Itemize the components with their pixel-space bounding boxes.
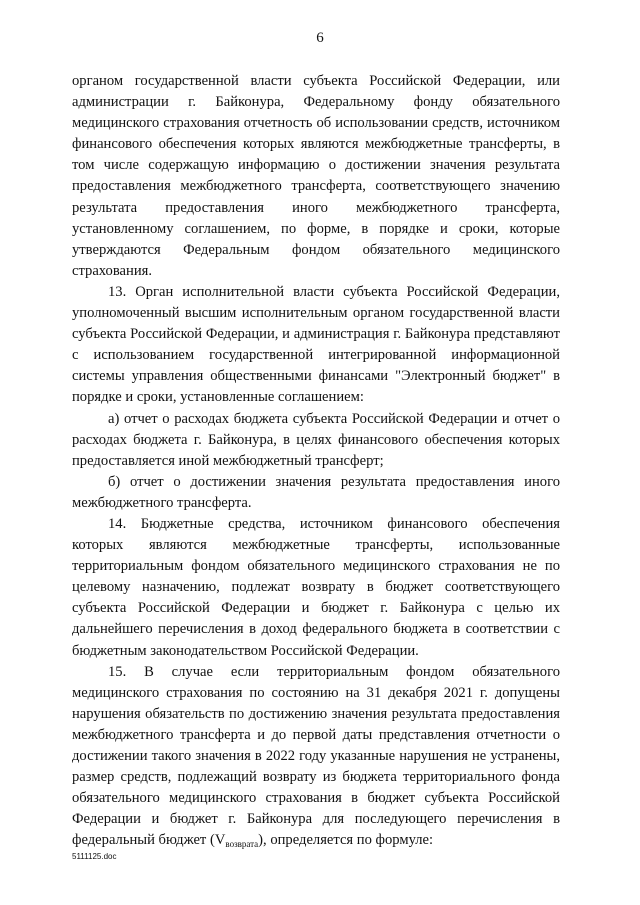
paragraph-15-text: 15. В случае если территориальным фондом обязательного медицинского страхования по состоянию на 31 декабря 2021 г. допущены нарушения обязательств по достижению значения результата предоставления межбюджетного трансферта и до первой даты представления отчетности о достижении такого значения в 2022 году указанные нарушения не устранены, размер средств, подлежащий возврату из бюджета территориального фонда обязательного медицинского страхования в бюджет субъекта Российской Федерации и бюджет г. Байконура для последующего перечисления в федеральный бюджет (V <box>72 663 560 849</box>
v-return-subscript: возврата <box>225 839 259 850</box>
paragraph-continuation: органом государственной власти субъекта Российской Федерации, или администрации г. Байконура, Федеральному фонду обязательного медицинского страхования отчетность об использовании средств, источником финансового обеспечения которых являются межбюджетные трансферты, в том числе содержащую информацию о достижении значения результата предоставления межбюджетного трансферта, соответствующего значению результата предоставления иного межбюджетного трансферта, установленному соглашением, по форме, в порядке и сроки, которые утверждаются Федеральным фондом обязательного медицинского страхования. <box>72 73 560 279</box>
paragraph-15-tail: ), определяется по формуле: <box>258 832 434 849</box>
paragraph-13b: б) отчет о достижении значения результата предоставления иного межбюджетного трансферта. <box>72 473 560 511</box>
page-number: 6 <box>316 30 324 46</box>
document-body <box>72 71 560 855</box>
paragraph-15 <box>72 662 560 856</box>
paragraph-13a: а) отчет о расходах бюджета субъекта Российской Федерации и отчет о расходах бюджета г. Байконура, в целях финансового обеспечения которых предоставляется иной межбюджетный трансферт; <box>72 410 560 469</box>
document-file-code: 5111125.doc <box>72 852 117 861</box>
paragraph-14: 14. Бюджетные средства, источником финансового обеспечения которых являются межбюджетные трансферты, использованные территориальным фондом обязательного медицинского страхования не по целевому назначению, подлежат возврату в бюджет соответствующего субъекта Российской Федерации и бюджет г. Байконура с целью их дальнейшего перечисления в доход федерального бюджета в соответствии с бюджетным законодательством Российской Федерации. <box>72 515 560 659</box>
paragraph-13: 13. Орган исполнительной власти субъекта Российской Федерации, уполномоченный высшим исполнительным органом государственной власти субъекта Российской Федерации, и администрация г. Байконура представляют с использованием государственной интегрированной информационной системы управления общественными финансами "Электронный бюджет" в порядке и сроки, установленные соглашением: <box>72 283 560 406</box>
